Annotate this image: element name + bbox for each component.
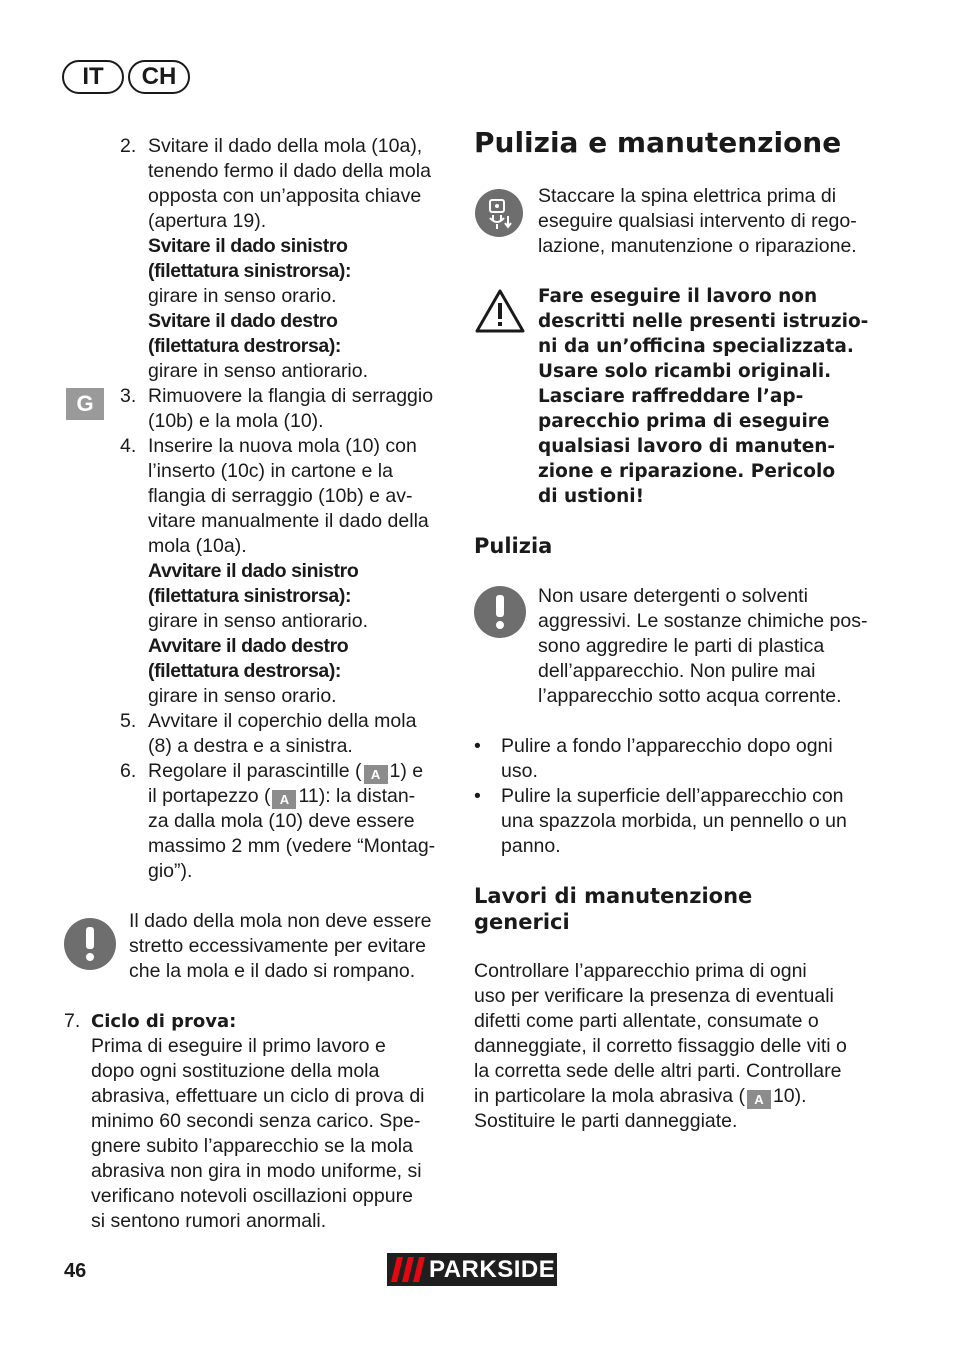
logo-stripes-icon	[391, 1253, 431, 1286]
title-line: Lavori di manutenzione	[474, 884, 753, 908]
step-text: Prima di eseguire il primo lavoro e	[91, 1035, 386, 1057]
warning-line: di ustioni!	[538, 486, 645, 507]
step-text: gnere subito l’apparecchio se la mola	[91, 1135, 413, 1157]
paragraph-line	[474, 1084, 874, 1109]
lavori-text	[474, 959, 874, 1134]
sub-heading: (filettatura destrorsa):	[148, 335, 342, 357]
step-2	[120, 134, 450, 384]
plug-note	[538, 184, 878, 259]
warning-text	[538, 284, 878, 509]
sub-heading: Svitare il dado sinistro	[148, 235, 348, 257]
bullet-dot: •	[474, 735, 481, 757]
warning-line: ni da un’officina specializzata.	[538, 336, 854, 357]
list-item	[474, 734, 874, 784]
figure-ref-badge: A	[747, 1090, 771, 1109]
list-item-line: panno.	[501, 835, 561, 857]
sub-heading: Avvitare il dado destro	[148, 635, 349, 657]
step-text: girare in senso antiorario.	[148, 360, 369, 382]
list-item-line: uso.	[501, 760, 538, 782]
title-line: generici	[474, 910, 570, 934]
step-text: Avvitare il coperchio della mola	[148, 710, 417, 732]
step-6	[120, 759, 450, 884]
step-text: girare in senso orario.	[148, 285, 337, 307]
step-text: massimo 2 mm (vedere “Montag-	[148, 835, 436, 857]
section-title: Pulizia e manutenzione	[474, 126, 842, 159]
step-text: l’inserto (10c) in cartone e la	[148, 460, 393, 482]
step-text: (10b) e la mola (10).	[148, 410, 324, 432]
logo-text: PARKSIDE	[429, 1256, 556, 1283]
sub-heading: (filettatura destrorsa):	[148, 660, 342, 682]
warning-line: Usare solo ricambi originali.	[538, 361, 832, 382]
step-text: si sentono rumori anormali.	[91, 1210, 327, 1232]
note-line: che la mola e il dado si rompano.	[129, 960, 416, 982]
step-3	[120, 384, 450, 434]
lang-badge-ch: CH	[128, 60, 190, 94]
step-number: 3.	[120, 385, 137, 407]
warning-icon	[474, 288, 526, 334]
paragraph-line: Sostituire le parti danneggiate.	[474, 1110, 738, 1132]
sub-heading: (filettatura sinistrorsa):	[148, 260, 352, 282]
step-text: dopo ogni sostituzione della mola	[91, 1060, 380, 1082]
step-text: abrasiva, effettuare un ciclo di prova di	[91, 1085, 425, 1107]
paragraph-line: la corretta sede delle altri parti. Controllare	[474, 1060, 842, 1082]
list-item-line: Pulire la superficie dell’apparecchio con	[501, 785, 844, 807]
note-line: eseguire qualsiasi intervento di rego-	[538, 210, 857, 232]
step-text: (apertura 19).	[148, 210, 267, 232]
warning-line: descritti nelle presenti istruzio-	[538, 311, 869, 332]
note-line: sono aggredire le parti di plastica	[538, 635, 825, 657]
note-line: Il dado della mola non deve essere	[129, 910, 432, 932]
step-text: opposta con un’apposita chiave	[148, 185, 422, 207]
step-text: gio”).	[148, 860, 193, 882]
paragraph-line: uso per verificare la presenza di eventuali	[474, 985, 834, 1007]
warning-line: Fare eseguire il lavoro non	[538, 286, 818, 307]
step-text: girare in senso orario.	[148, 685, 337, 707]
step-number: 6.	[120, 760, 137, 782]
text-fragment: 11): la distan-	[298, 785, 416, 807]
sub-heading: Avvitare il dado sinistro	[148, 560, 359, 582]
step-text: minimo 60 secondi senza carico. Spe-	[91, 1110, 421, 1132]
page-number: 46	[64, 1260, 87, 1282]
step-number: 5.	[120, 710, 137, 732]
step-text: Svitare il dado della mola (10a),	[148, 135, 423, 157]
list-item-line: una spazzola morbida, un pennello o un	[501, 810, 847, 832]
unplug-icon	[474, 188, 524, 238]
figure-ref-badge: A	[272, 790, 296, 809]
text-fragment: in particolare la mola abrasiva (	[474, 1085, 745, 1107]
pulizia-note	[538, 584, 878, 709]
step-5	[120, 709, 450, 759]
text-fragment: il portapezzo (	[148, 785, 271, 807]
section-marker: G	[66, 388, 104, 420]
note-line: aggressivi. Le sostanze chimiche pos-	[538, 610, 868, 632]
step-text	[148, 759, 450, 784]
step-number: 2.	[120, 135, 137, 157]
text-fragment: 1) e	[389, 760, 424, 782]
warning-line: qualsiasi lavoro di manuten-	[538, 436, 836, 457]
sub-heading: (filettatura sinistrorsa):	[148, 585, 352, 607]
paragraph-line: danneggiate, il corretto fissaggio delle viti o	[474, 1035, 847, 1057]
note-line: l’apparecchio sotto acqua corrente.	[538, 685, 842, 707]
step-text: abrasiva non gira in modo uniforme, si	[91, 1160, 422, 1182]
note-line: Staccare la spina elettrica prima di	[538, 185, 837, 207]
step-text: flangia di serraggio (10b) e av-	[148, 485, 413, 507]
step-number: 7.	[64, 1010, 81, 1032]
step-text: verificano notevoli oscillazioni oppure	[91, 1185, 413, 1207]
warning-line: zione e riparazione. Pericolo	[538, 461, 836, 482]
bullet-dot: •	[474, 785, 481, 807]
step-title: Ciclo di prova:	[91, 1011, 237, 1032]
figure-ref-badge: A	[364, 765, 388, 784]
list-item-line: Pulire a fondo l’apparecchio dopo ogni	[501, 735, 833, 757]
warning-line: parecchio prima di eseguire	[538, 411, 830, 432]
step-text	[148, 784, 450, 809]
step-text: Inserire la nuova mola (10) con	[148, 435, 417, 457]
note-line: dell’apparecchio. Non pulire mai	[538, 660, 816, 682]
step-text: vitare manualmente il dado della	[148, 510, 429, 532]
paragraph-line: Controllare l’apparecchio prima di ogni	[474, 960, 807, 982]
text-fragment: 10).	[772, 1085, 807, 1107]
step-4	[120, 434, 450, 709]
warning-line: Lasciare raffreddare l’ap-	[538, 386, 804, 407]
subsection-title-pulizia: Pulizia	[474, 534, 553, 558]
lang-badge-it: IT	[62, 60, 124, 94]
list-item	[474, 784, 874, 859]
note-line: Non usare detergenti o solventi	[538, 585, 808, 607]
exclamation-icon	[474, 586, 526, 638]
sub-heading: Svitare il dado destro	[148, 310, 338, 332]
step-text: girare in senso antiorario.	[148, 610, 369, 632]
exclamation-icon	[64, 918, 116, 970]
paragraph-line: difetti come parti allentate, consumate o	[474, 1010, 819, 1032]
subsection-title-lavori	[474, 883, 752, 935]
note-text	[129, 909, 459, 984]
note-line: lazione, manutenzione o riparazione.	[538, 235, 857, 257]
step-text: (8) a destra e a sinistra.	[148, 735, 353, 757]
text-fragment: Regolare il parascintille (	[148, 760, 362, 782]
step-text: tenendo fermo il dado della mola	[148, 160, 431, 182]
step-text: mola (10a).	[148, 535, 247, 557]
parkside-logo	[387, 1253, 557, 1286]
note-line: stretto eccessivamente per evitare	[129, 935, 426, 957]
step-number: 4.	[120, 435, 137, 457]
step-text: za dalla mola (10) deve essere	[148, 810, 415, 832]
step-text: Rimuovere la flangia di serraggio	[148, 385, 434, 407]
step-7	[64, 1009, 454, 1234]
